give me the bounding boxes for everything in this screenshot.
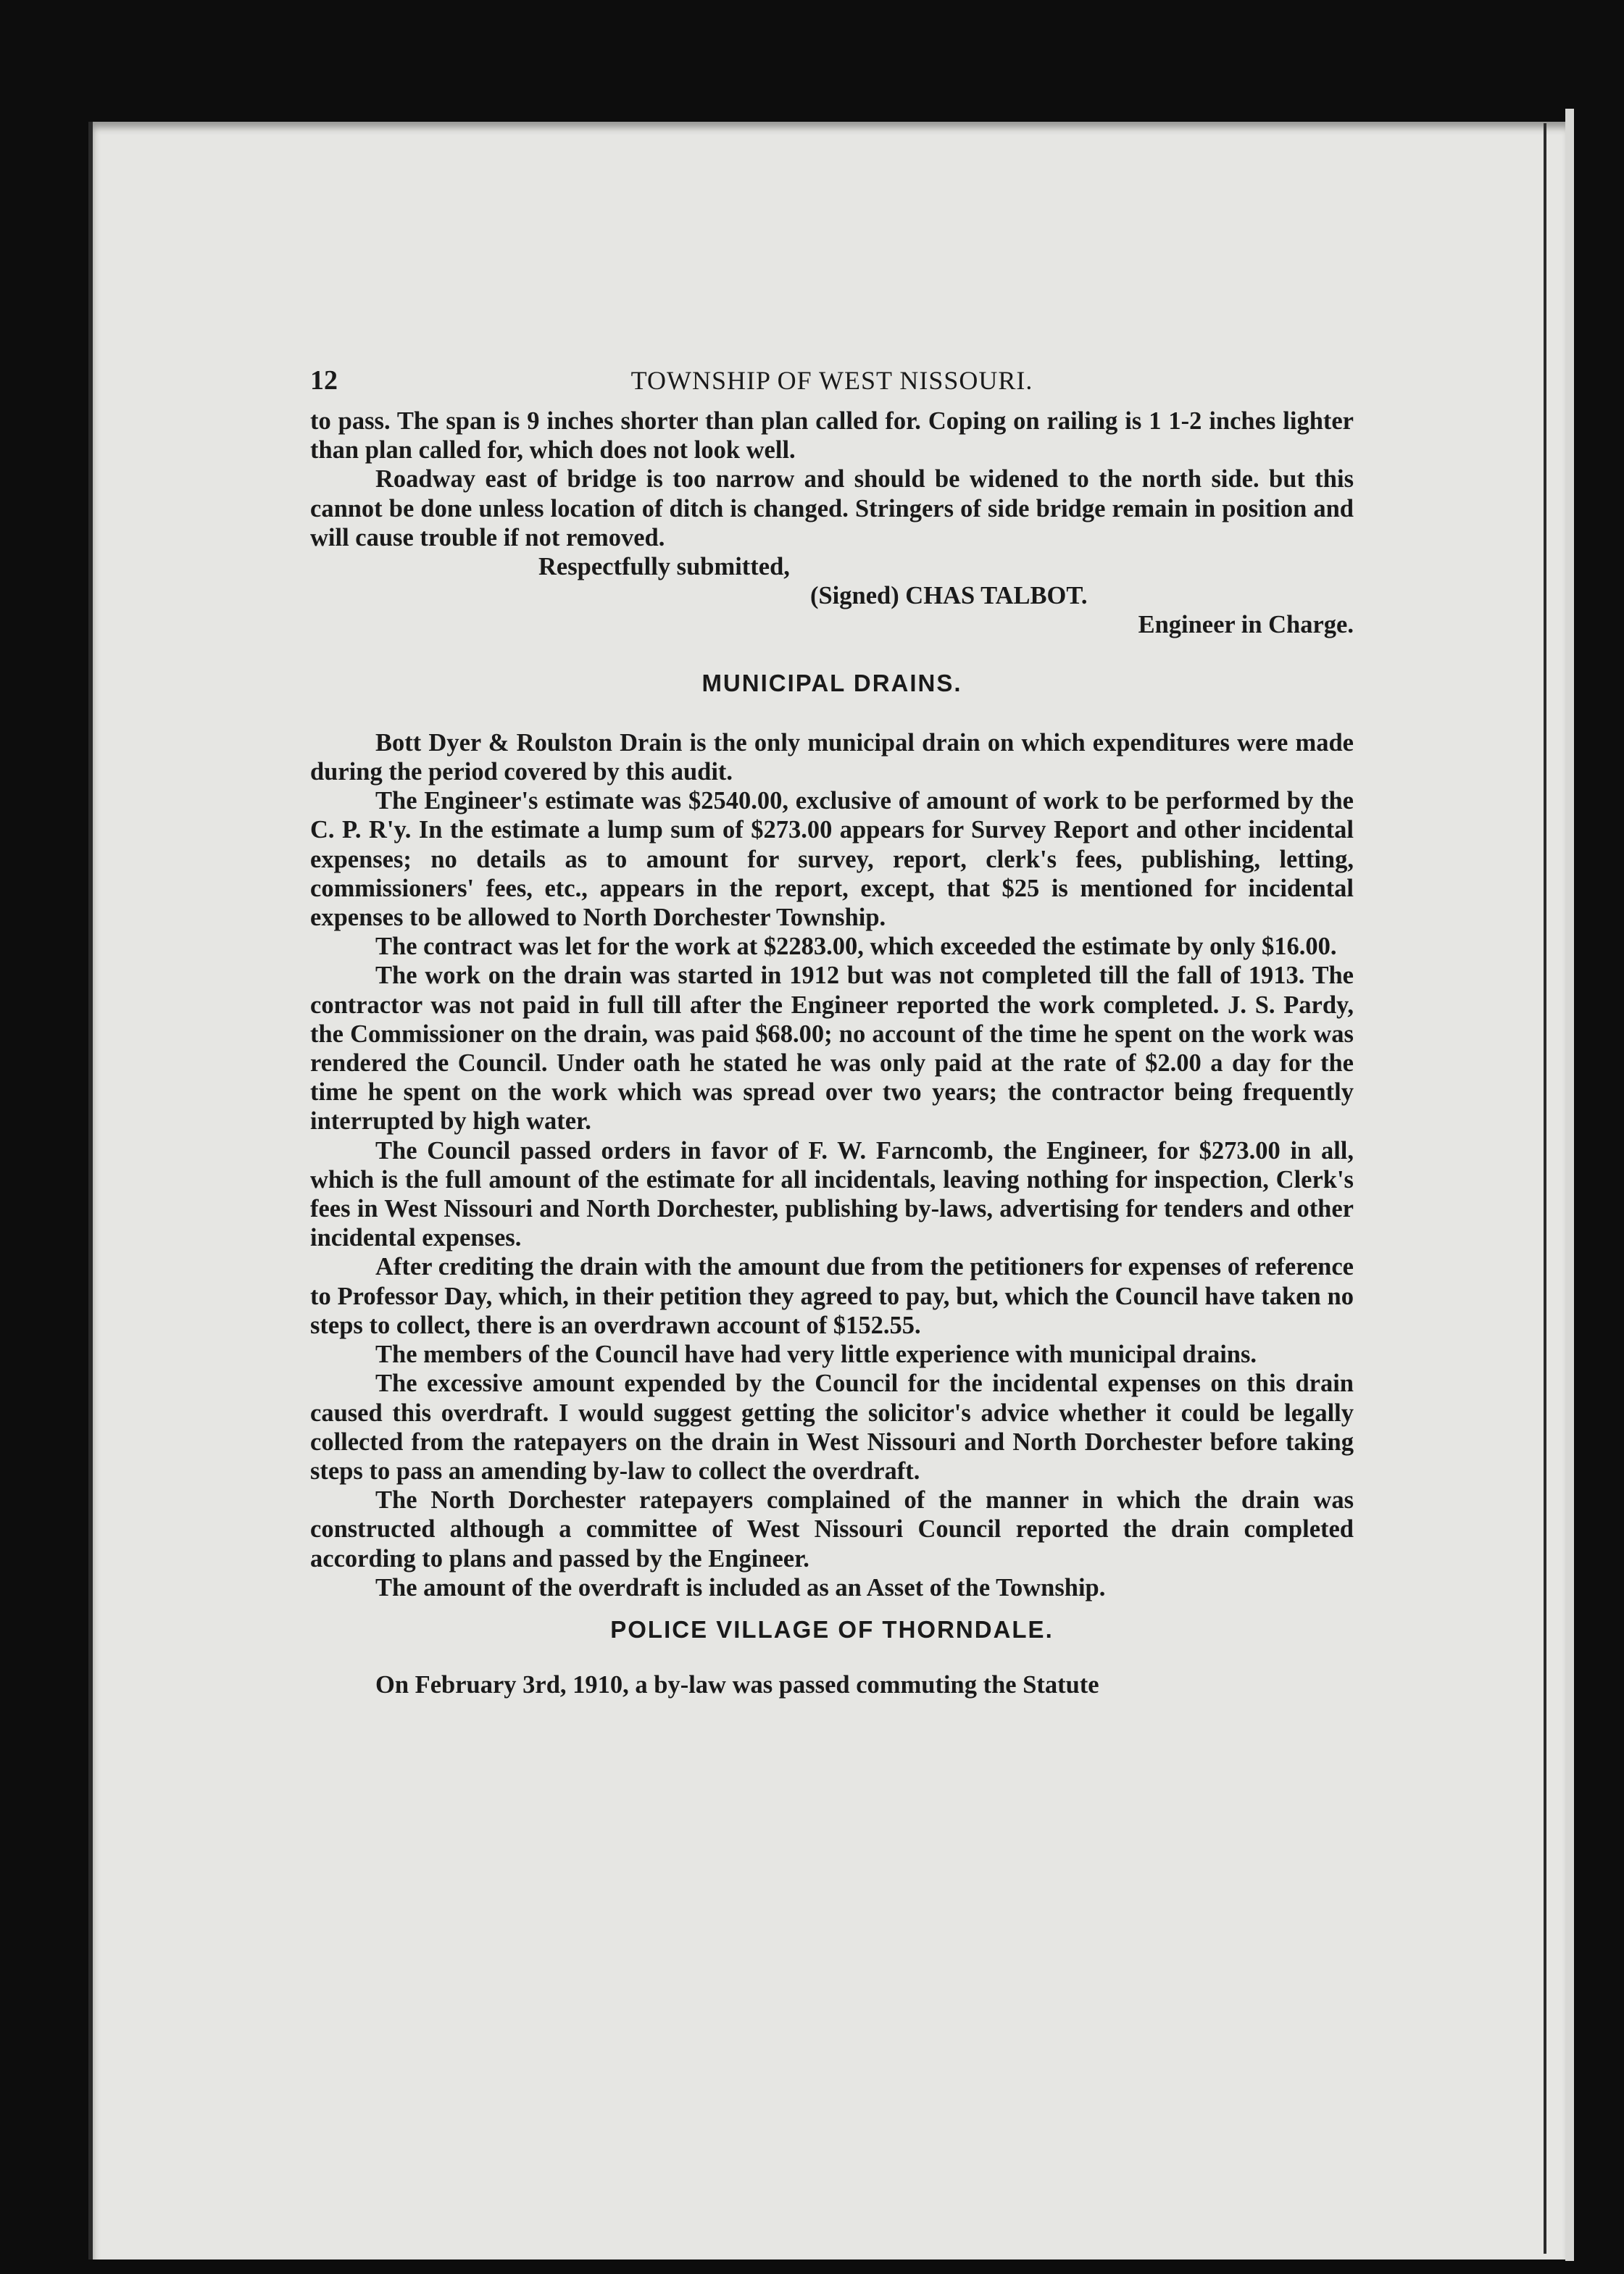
paragraph: Roadway east of bridge is too narrow and should be widened to the north side. but this cannot be done unless location of ditch is changed. Stringers of side bridge remain in position and will cause trouble if not removed. [310, 465, 1354, 551]
paragraph: to pass. The span is 9 inches shorter than plan called for. Coping on railing is 1 1-2 inches lighter than plan called for, which does not look well. [310, 407, 1354, 465]
paragraph: The North Dorchester ratepayers complained of the manner in which the drain was constructed although a committee of West Nissouri Council reported the drain completed according to plans and passed by the Engineer. [310, 1486, 1354, 1573]
paragraph: The contract was let for the work at $2283.00, which exceeded the estimate by only $16.00. [375, 933, 1337, 961]
paragraph: The amount of the overdraft is included as an Asset of the Township. [375, 1573, 1106, 1602]
paragraph: On February 3rd, 1910, a by-law was passed commuting the Statute [375, 1671, 1099, 1699]
paragraph: The work on the drain was started in 1912 but was not completed till the fall of 1913. The contractor was not paid in full till after the Engineer reported the work completed. J. S. Pardy, the Commissioner on the drain, was paid $68.00; no account of the time he spent on the work was rendered the Council. Under oath he stated he was only paid at the rate of $2.00 a day for the time he spent on the work which was spread over two years; the contractor being frequently interrupted by high water. [310, 962, 1354, 1136]
paragraph: The excessive amount expended by the Council for the incidental expenses on this drain caused this overdraft. I would suggest getting the solicitor's advice whether it could be legally collected from the ratepayers on the drain in West Nissouri and North Dorchester before taking steps to pass an amending by-law to collect the overdraft. [310, 1370, 1354, 1485]
paragraph: Bott Dyer & Roulston Drain is the only municipal drain on which expenditures were made during the period covered by this audit. [310, 728, 1354, 786]
paragraph: The Council passed orders in favor of F. W. Farncomb, the Engineer, for $273.00 in all, which is the full amount of the estimate for all incidentals, leaving nothing for inspection, Clerk's fees in West Nissouri and North Dorchester, publishing by-laws, advertising for tenders and other incidental expenses. [310, 1136, 1354, 1252]
closing-signature: (Signed) CHAS TALBOT. [810, 582, 1088, 610]
page-header [310, 366, 1354, 407]
section-heading: POLICE VILLAGE OF THORNDALE. [610, 1615, 1054, 1643]
binding-rule [1544, 123, 1546, 2254]
closing-title: Engineer in Charge. [1138, 611, 1354, 639]
page-number: 12 [310, 365, 338, 396]
page-edge [1565, 109, 1574, 2261]
page-text [310, 366, 1354, 1699]
section-heading: MUNICIPAL DRAINS. [701, 669, 962, 696]
paragraph: The Engineer's estimate was $2540.00, exclusive of amount of work to be performed by the C. P. R'y. In the estimate a lump sum of $273.00 appears for Survey Report and other incidental expenses; no details as to amount for survey, report, clerk's fees, publishing, letting, commissioners' fees, etc., appears in the report, except, that $25 is mentioned for incidental expenses to be allowed to North Dorchester Township. [310, 787, 1354, 932]
paragraph: The members of the Council have had very little experience with municipal drains. [375, 1341, 1257, 1369]
running-head: TOWNSHIP OF WEST NISSOURI. [630, 366, 1033, 395]
paragraph: After crediting the drain with the amount due from the petitioners for expenses of reference to Professor Day, which, in their petition they agreed to pay, but, which the Council have taken no steps to collect, there is an overdrawn account of $152.55. [310, 1253, 1354, 1339]
closing-salutation: Respectfully submitted, [538, 553, 790, 581]
